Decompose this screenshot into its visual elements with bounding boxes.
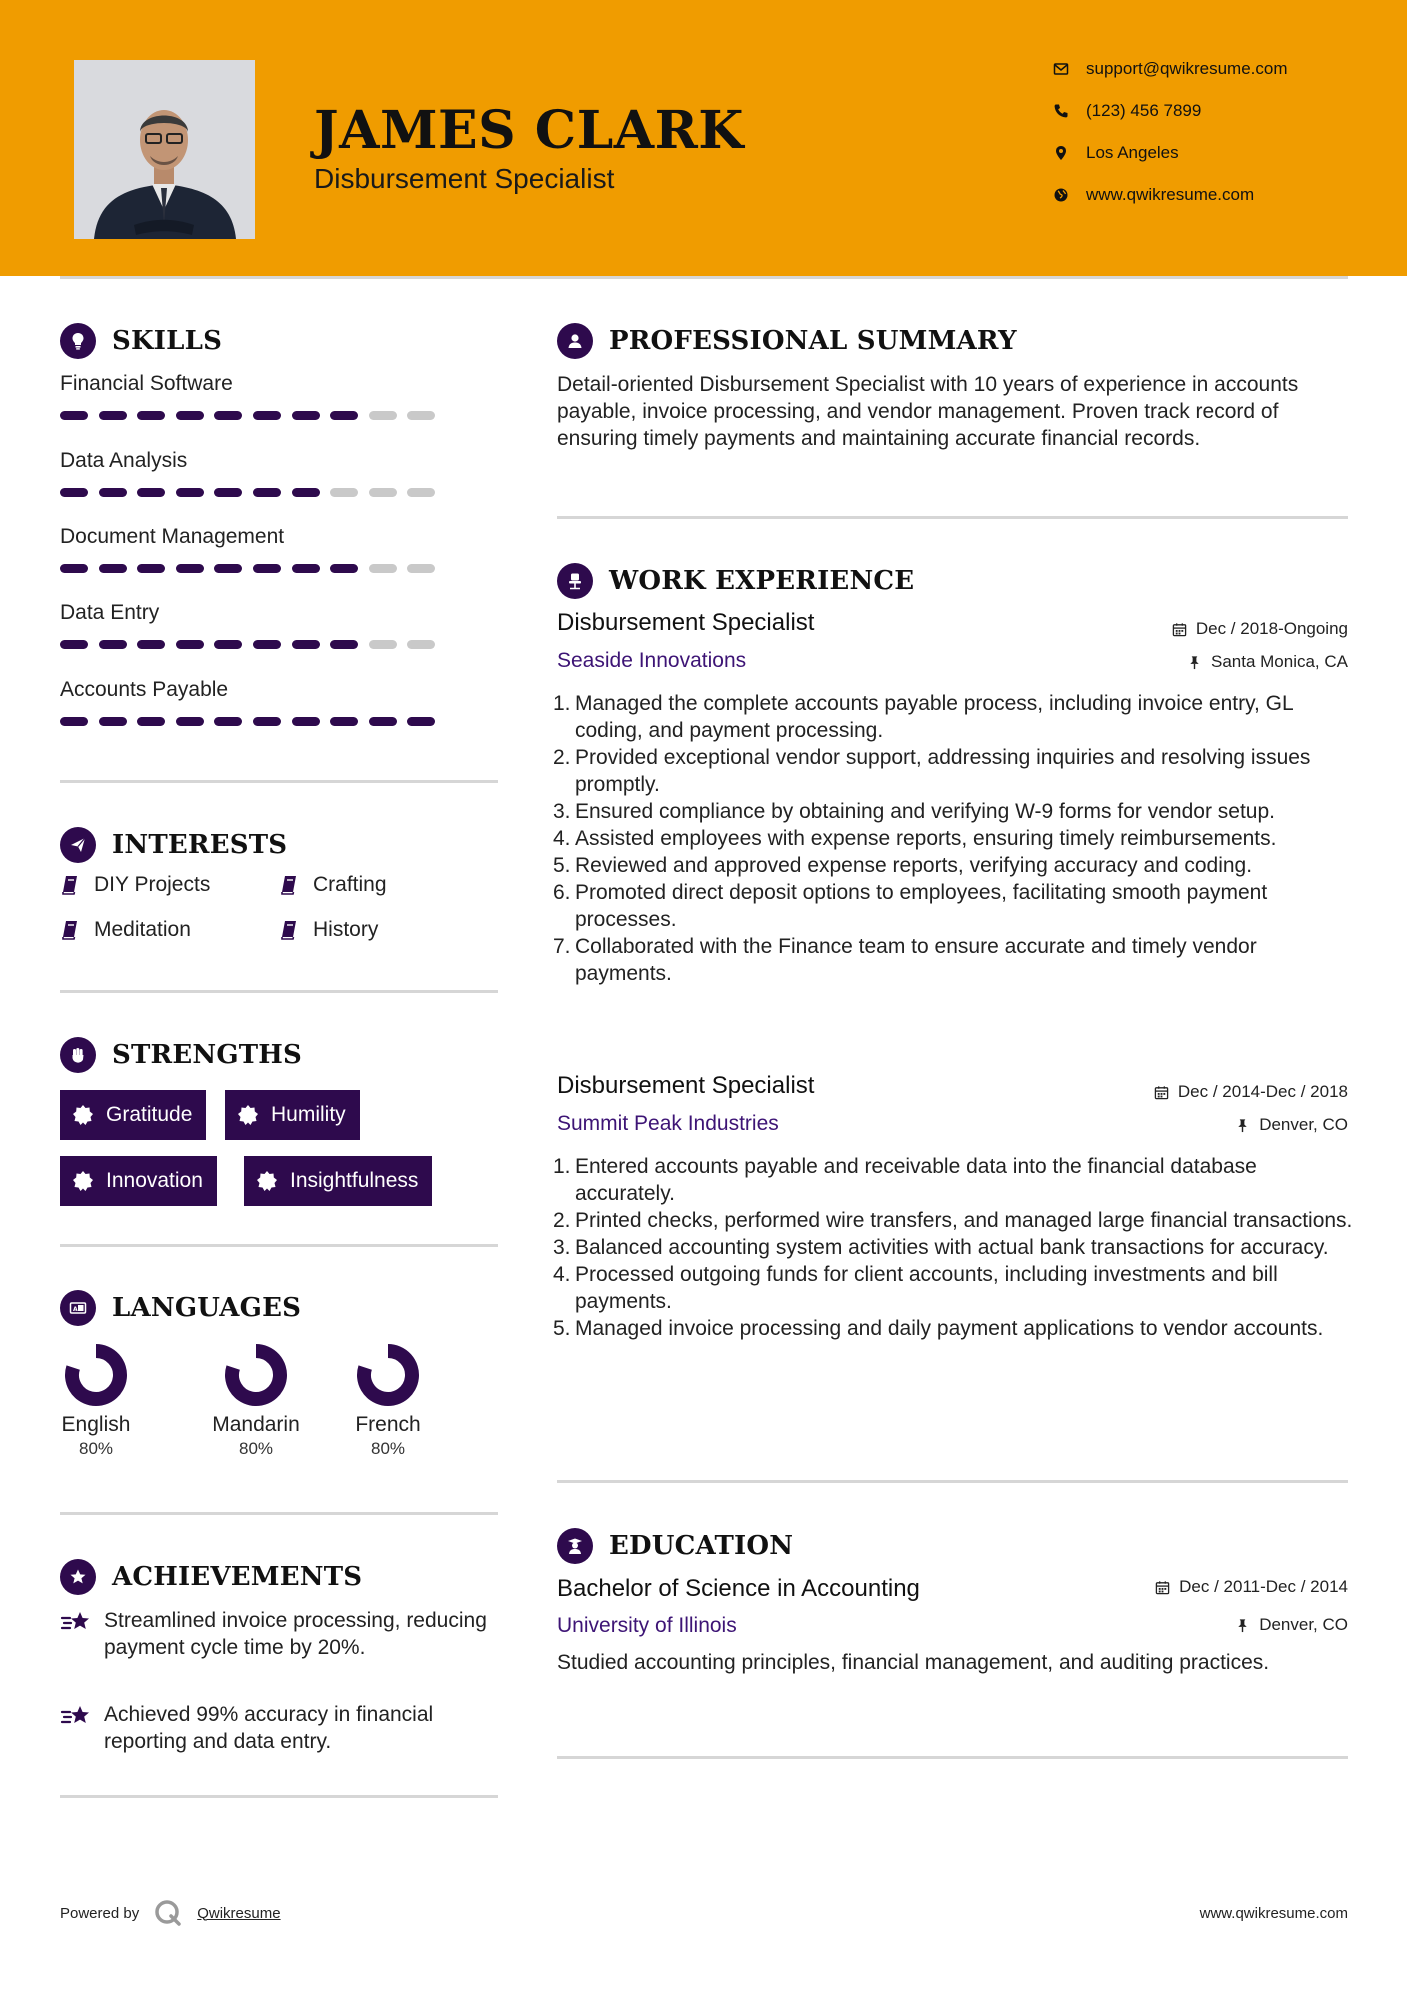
job-title: Disbursement Specialist (557, 609, 815, 636)
achievements-heading: ACHIEVEMENTS (60, 1559, 362, 1595)
badge-seal-icon (256, 1170, 278, 1192)
job-duties-list (553, 1153, 1357, 1342)
footer-powered-by: Powered by Qwikresume (60, 1898, 281, 1928)
strength-badge: Gratitude (60, 1090, 206, 1140)
header-banner (0, 0, 1407, 276)
job-company: Summit Peak Industries (557, 1112, 779, 1135)
book-icon (60, 919, 80, 941)
skill-rating-segment (137, 411, 165, 420)
skill-rating-segment (330, 411, 358, 420)
languages-heading: A LANGUAGES (60, 1290, 301, 1326)
language-progress-ring (356, 1343, 420, 1407)
skill-rating-segment (99, 488, 127, 497)
pushpin-icon (1187, 655, 1202, 670)
summary-text: Detail-oriented Disbursement Specialist with 10 years of experience in accounts payable, invoice processing, and vendor management. Proven track record of ensuring timely payments and maintaining accurate financial records. (557, 373, 1299, 450)
skill-rating-segment (330, 488, 358, 497)
skill-rating-bar (60, 488, 460, 498)
skill-rating-segment (60, 717, 88, 726)
section-divider (557, 1756, 1348, 1759)
list-item: 4. Processed outgoing funds for client accounts, including investments and bill payments. (553, 1263, 1278, 1313)
skill-rating-segment (407, 564, 435, 573)
summary-heading: PROFESSIONAL SUMMARY (557, 323, 1017, 359)
section-divider (557, 1480, 1348, 1483)
skill-rating-segment (407, 488, 435, 497)
section-divider (60, 1512, 498, 1515)
section-divider (60, 1795, 498, 1798)
skill-rating-segment (214, 564, 242, 573)
skill-rating-segment (369, 640, 397, 649)
translate-icon (60, 1290, 96, 1326)
skill-rating-segment (137, 640, 165, 649)
skill-rating-segment (253, 640, 281, 649)
skill-rating-segment (60, 640, 88, 649)
strength-badge: Innovation (60, 1156, 217, 1206)
paper-plane-icon (60, 827, 96, 863)
skill-rating-segment (60, 411, 88, 420)
phone-icon (1050, 100, 1072, 122)
calendar-icon (1172, 622, 1187, 637)
strengths-heading: STRENGTHS (60, 1037, 302, 1073)
skill-rating-segment (369, 564, 397, 573)
badge-seal-icon (72, 1104, 94, 1126)
skill-rating-segment (99, 640, 127, 649)
list-item: 2. Provided exceptional vendor support, addressing inquiries and resolving issues promptly. (553, 746, 1311, 796)
office-chair-icon (557, 563, 593, 599)
language-name: Mandarin (212, 1413, 300, 1436)
envelope-icon (1050, 58, 1072, 80)
skill-rating-bar (60, 411, 460, 421)
achievement-item: Streamlined invoice processing, reducing payment cycle time by 20%. (60, 1607, 500, 1661)
job-title: Disbursement Specialist (557, 1072, 815, 1099)
graduate-icon (557, 1528, 593, 1564)
user-icon (557, 323, 593, 359)
list-item: 6. Promoted direct deposit options to employees, facilitating smooth payment processes. (553, 881, 1268, 931)
skill-rating-segment (253, 717, 281, 726)
language-item (36, 1343, 156, 1459)
skill-rating-segment (99, 564, 127, 573)
skill-rating-segment (137, 488, 165, 497)
skill-rating-segment (330, 564, 358, 573)
qwikresume-logo-icon (153, 1898, 183, 1928)
skill-rating-segment (253, 564, 281, 573)
raised-fist-icon (60, 1037, 96, 1073)
education-date: Dec / 2011-Dec / 2014 (1155, 1577, 1348, 1597)
skill-rating-segment (292, 640, 320, 649)
skill-rating-segment (330, 640, 358, 649)
skill-name: Financial Software (60, 372, 233, 395)
skill-rating-segment (99, 717, 127, 726)
skill-rating-segment (176, 717, 204, 726)
job-date: Dec / 2014-Dec / 2018 (1154, 1082, 1348, 1102)
education-degree: Bachelor of Science in Accounting (557, 1575, 920, 1602)
achievement-item: Achieved 99% accuracy in financial reporting and data entry. (60, 1701, 500, 1755)
skill-rating-segment (253, 411, 281, 420)
section-divider (60, 990, 498, 993)
language-item (328, 1343, 448, 1459)
skill-rating-segment (292, 488, 320, 497)
language-item (196, 1343, 316, 1459)
list-item: 7. Collaborated with the Finance team to ensure accurate and timely vendor payments. (553, 935, 1257, 985)
strength-badge: Humility (225, 1090, 360, 1140)
language-progress-arc (232, 1351, 280, 1399)
skill-rating-segment (407, 640, 435, 649)
pushpin-icon (1235, 1618, 1250, 1633)
language-progress-ring (224, 1343, 288, 1407)
skill-rating-segment (60, 564, 88, 573)
skill-name: Accounts Payable (60, 678, 229, 701)
skill-item (60, 598, 460, 628)
skill-rating-segment (214, 411, 242, 420)
skill-rating-segment (176, 488, 204, 497)
calendar-icon (1154, 1085, 1169, 1100)
job-location: Santa Monica, CA (1187, 652, 1348, 672)
skill-rating-segment (407, 717, 435, 726)
pushpin-icon (1235, 1118, 1250, 1133)
badge-seal-icon (237, 1104, 259, 1126)
skill-rating-segment (60, 488, 88, 497)
skill-rating-segment (369, 488, 397, 497)
language-name: French (355, 1413, 421, 1436)
skills-heading: SKILLS (60, 323, 222, 359)
skill-item (60, 369, 460, 399)
skill-rating-segment (369, 717, 397, 726)
shooting-star-icon (60, 1703, 92, 1731)
header-divider (60, 276, 1348, 279)
footer-website[interactable]: www.qwikresume.com (1199, 1905, 1348, 1922)
language-progress-ring (64, 1343, 128, 1407)
person-portrait-icon (74, 60, 255, 239)
contact-email[interactable]: support@qwikresume.com (1050, 56, 1288, 82)
calendar-icon (1155, 1580, 1170, 1595)
skill-name: Document Management (60, 525, 285, 548)
skill-rating-segment (214, 488, 242, 497)
section-divider (557, 516, 1348, 519)
section-divider (60, 1244, 498, 1247)
map-pin-icon (1050, 142, 1072, 164)
list-item: 4. Assisted employees with expense reports, ensuring timely reimbursements. (553, 827, 1277, 850)
section-divider (60, 780, 498, 783)
skill-rating-segment (292, 564, 320, 573)
shooting-star-icon (60, 1609, 92, 1637)
job-date: Dec / 2018-Ongoing (1172, 619, 1348, 639)
language-level: 80% (370, 1439, 406, 1458)
skill-name: Data Analysis (60, 449, 188, 472)
profile-photo (74, 60, 255, 239)
skill-rating-bar (60, 717, 460, 727)
skill-rating-segment (176, 411, 204, 420)
language-progress-arc (72, 1351, 120, 1399)
interest-item: History (279, 918, 378, 942)
interest-item: Meditation (60, 918, 191, 942)
interest-item: Crafting (279, 873, 387, 897)
strength-badge: Insightfulness (244, 1156, 432, 1206)
candidate-name: JAMES CLARK (314, 100, 745, 161)
lightbulb-icon (60, 323, 96, 359)
skill-rating-segment (137, 717, 165, 726)
list-item: 3. Ensured compliance by obtaining and verifying W-9 forms for vendor setup. (553, 800, 1275, 823)
education-location: Denver, CO (1235, 1615, 1348, 1635)
education-description: Studied accounting principles, financial management, and auditing practices. (557, 1651, 1270, 1674)
skill-rating-segment (176, 564, 204, 573)
experience-heading: WORK EXPERIENCE (557, 563, 914, 599)
skill-name: Data Entry (60, 601, 160, 624)
language-level: 80% (78, 1439, 114, 1458)
interests-heading: INTERESTS (60, 827, 287, 863)
globe-icon (1050, 184, 1072, 206)
contact-phone[interactable]: (123) 456 7899 (1050, 98, 1201, 124)
skill-rating-bar (60, 640, 460, 650)
skill-rating-segment (292, 411, 320, 420)
list-item: 5. Managed invoice processing and daily payment applications to vendor accounts. (553, 1317, 1324, 1340)
education-heading: EDUCATION (557, 1528, 793, 1564)
skill-rating-segment (369, 411, 397, 420)
skill-rating-segment (214, 717, 242, 726)
book-icon (279, 874, 299, 896)
list-item: 1. Entered accounts payable and receivable data into the financial database accurately. (553, 1155, 1257, 1205)
skill-rating-segment (292, 717, 320, 726)
list-item: 3. Balanced accounting system activities with actual bank transactions for accuracy. (553, 1236, 1329, 1259)
skill-item (60, 522, 460, 552)
list-item: 2. Printed checks, performed wire transfers, and managed large financial transactions. (553, 1209, 1353, 1232)
education-school: University of Illinois (557, 1614, 737, 1637)
badge-seal-icon (72, 1170, 94, 1192)
skill-item (60, 446, 460, 476)
skill-rating-segment (330, 717, 358, 726)
language-progress-arc (364, 1351, 412, 1399)
skill-rating-segment (253, 488, 281, 497)
job-duties-list (553, 690, 1357, 987)
skill-rating-segment (214, 640, 242, 649)
skill-rating-segment (99, 411, 127, 420)
job-company: Seaside Innovations (557, 649, 747, 672)
contact-website[interactable]: www.qwikresume.com (1050, 182, 1254, 208)
language-name: English (61, 1413, 131, 1436)
skill-rating-segment (407, 411, 435, 420)
job-location: Denver, CO (1235, 1115, 1348, 1135)
skill-rating-bar (60, 564, 460, 574)
interest-item: DIY Projects (60, 873, 210, 897)
language-level: 80% (238, 1439, 274, 1458)
skill-rating-segment (176, 640, 204, 649)
list-item: 5. Reviewed and approved expense reports, verifying accuracy and coding. (553, 854, 1253, 877)
book-icon (60, 874, 80, 896)
skill-rating-segment (137, 564, 165, 573)
contact-location: Los Angeles (1050, 140, 1179, 166)
qwikresume-link[interactable]: Qwikresume (197, 1904, 281, 1922)
star-badge-icon (60, 1559, 96, 1595)
book-icon (279, 919, 299, 941)
candidate-role: Disbursement Specialist (314, 163, 615, 194)
list-item: 1. Managed the complete accounts payable process, including invoice entry, GL coding, and payment processing. (553, 692, 1293, 742)
svg-text:A: A (73, 1306, 78, 1313)
skill-item (60, 675, 460, 705)
